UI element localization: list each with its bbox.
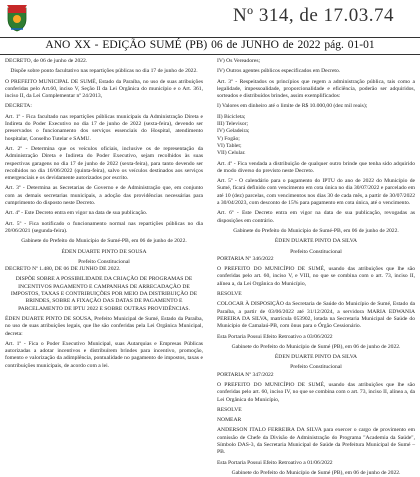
header-rule-top — [0, 37, 420, 38]
municipal-crest-icon — [5, 2, 29, 32]
paragraph: Art. 1º - Fica o Poder Executivo Municipal, suas Autarquias e Empresas Públicas autorizadas a adotar incentivos e distribuírem brindes para incentivo, promoção, fomento e valorização da adimplência, pontualidade no pagamento de impostos, taxas e contribuições municipais, de acordo com a lei. — [5, 340, 203, 369]
left-column — [5, 58, 203, 420]
signature-role: Prefeito Constitucional — [290, 248, 342, 255]
signature-name: ÉDEN DUARTE PINTO DA SILVA — [274, 354, 358, 361]
list-item: IV) Geladeira; — [217, 128, 250, 135]
signature-place-date: Gabinete do Prefeito do Município de Sumé-PB, em 06 de junho de 2022. — [21, 238, 187, 245]
paragraph: Art. 4º - Fica vendada a distribuição de qualquer outro brinde que tenha sido adquirido de modo diverso do previsto neste Decreto. — [217, 160, 415, 174]
paragraph: O PREFEITO DO MUNICÍPIO DE SUMÉ, usando das atribuições que lhe são conferidas pelo art. 60, inciso V, e VIII, no que se combina com o art. 73, inciso II, alínea a, da Lei Orgânica do Município, — [217, 266, 415, 287]
ordinance-title: PORTARIA Nº 346/2022 — [217, 255, 274, 262]
signature-role: Prefeito Constitucional — [290, 364, 342, 371]
effect-note: Esta Portaria Possui Efeito Retroativo a 03/06/2022 — [217, 333, 333, 340]
paragraph: Art. 5º - O calendário para o pagamento do IPTU do ano de 2022 do Município de Sumé, ficará definido com vencimento em cota única no dia 30/07/2022 e parcelado em até 10 (dez) parcelas, com vencimentos nos dias 30 de cada mês, a partir de 30/07/2022 a 30/04/2023, com desconto de 15% para pagamento em cota única, até o vencimento. — [217, 178, 415, 207]
resolve-keyword: RESOLVE — [217, 291, 242, 298]
paragraph: Art. 1º - Fica facultado nas repartições públicas municipais da Administração Direta e Indireta do Poder Executivo no dia 17 de junho de 2022 (sexta-feira), devendo ser preservados o funcionamento dos serviços essenciais do Hospital, atendimento hospitalar, Conselho Tutelar e SAMU. — [5, 113, 203, 142]
paragraph: Art. 4º - Este Decreto entra em vigor na data de sua publicação. — [5, 210, 148, 217]
header-rule-bottom — [0, 54, 420, 55]
decree-title: DECRETO Nº 1.480, DE 06 DE JUNHO DE 2022. — [5, 266, 121, 273]
issue-number: Nº 314, de 17.03.74 — [232, 5, 394, 26]
issue-box — [232, 1, 412, 29]
paragraph: ÉDEN DUARTE PINTO DE SOUSA, Prefeito Municipal de Sumé, Estado da Paraíba, no uso de suas atribuições legais, que lhe são conferidas pela Lei Orgânica Municipal, decreta: — [5, 315, 203, 337]
effect-note: Esta Portaria Possui Efeito Retroativo a 01/06/2022 — [217, 459, 333, 466]
paragraph: Art. 5º - Fica notificado o funcionamento normal nas repartições públicas no dia 20/06/2021 (segunda-feira). — [5, 220, 203, 234]
decree-keyword: DECRETA: — [5, 103, 32, 110]
paragraph: COLOCAR À DISPOSIÇÃO da Secretaria de Saúde do Município de Sumé, Estado da Paraíba, a partir de 03/06/2022 até 31/12/2024, a servidora MARIA EDWANIA PEREIRA DA SILVA, matrícula 053902, lotada na Secretaria Municipal de Saúde do Município de Camalaú-PB, com ônus para o Órgão Cessionário. — [217, 301, 415, 330]
paragraph: Art. 6º - Este Decreto entra em vigor na data de sua publicação, revogadas as disposições em contrário. — [217, 210, 415, 224]
list-item: III) Televisor; — [217, 121, 249, 128]
signature-role: Prefeito Constitucional — [78, 258, 130, 265]
decree-summary: DISPÕE SOBRE A POSSIBILIDADE DA CRIAÇÃO DE PROGRAMAS DE INCENTIVOS PAGAMENTO E CAMPANHAS DE ARRECADAÇÃO DE IMPOSTOS, TAXAS E CONTRIBUIÇÕES POR MEIO DA DISTRIBUIÇÃO DE BRINDES, SOBRE A FIXAÇÃO DAS DATAS DE PAGAMENTO E PARCELAMENTO DE IPTU 2022 E SOBRE OUTRAS PROVIDÊNCIAS. — [10, 276, 198, 312]
edition-line: ANO XX - EDIÇÃO SUMÉ (PB) 06 de JUNHO de 2022 pág. 01-01 — [45, 39, 375, 51]
masthead — [0, 0, 420, 58]
paragraph: IV) Outros agentes públicos especificados em Decreto. — [217, 68, 341, 75]
ordinance-title: PORTARIA Nº 347/2022 — [217, 371, 274, 378]
list-item: II) Bicicleta; — [217, 113, 246, 120]
signature-place-date: Gabinete do Prefeito do Município de Sumé (PB), em 06 de junho de 2022. — [231, 343, 401, 350]
signature-place-date: Gabinete do Prefeito do Município de Sumé-PB, em 06 de junho de 2022. — [233, 227, 399, 234]
paragraph: O PREFEITO DO MUNICÍPIO DE SUMÉ, usando das atribuições que lhe são conferidas pelo art. 60, inciso IV, no que se combina com o art. 73, inciso II, alínea a, da Lei Orgânica do Município, — [217, 381, 415, 403]
paragraph: Art. 3º - Respeitados os princípios que regem a administração pública, tais como a legalidade, impessoalidade, proporcionalidade e eficiência, poderão ser adquiridos, sorteados e distribuídos brindes, assim exemplificados: — [217, 78, 415, 100]
right-column — [217, 58, 415, 476]
resolve-keyword: RESOLVE — [217, 406, 242, 413]
list-item: VI) Tablet; — [217, 142, 242, 149]
decree-summary: Dispõe sobre ponto facultativo nas repartições públicas no dia 17 de junho de 2022. — [10, 68, 198, 75]
list-item: VII) Celular. — [217, 150, 246, 157]
paragraph: O PREFEITO MUNICIPAL DE SUMÉ, Estado da Paraíba, no uso de suas atribuições conferidas pelo Art.60, inciso V, Seção II da Lei Orgânica do município e o Art. 361, inciso II, da Lei Complementar nº 24/2013, — [5, 78, 203, 100]
paragraph: IV) Os Vereadores; — [217, 58, 261, 64]
paragraph: ANDERSON ITALO FERREIRA DA SILVA para exercer o cargo de provimento em comissão de Chefe da Divisão de Administração do Programa "Academia da Saúde", Símbolo DAS-3, da Secretaria Municipal de Saúde da Prefeitura Municipal de Sumé – PB. — [217, 427, 415, 456]
paragraph: Art. 2º - Determina que os veículos oficiais, inclusive os de representação da Administração Direta e Indireta do Poder Executivo, sejam recolhidos às suas respectivas garagens no dia 17 de junho de 2022 (sexta-feira), para tanto devendo ser recolhidos no dia 16/06/2022 (quinta-feira), salvo os veículos destinados aos serviços emergenciais e os devidamente autorizados por escrito. — [5, 145, 203, 182]
decree-title: DECRETO, de 06 de junho de 2022. — [5, 58, 88, 64]
signature-name: ÉDEN DUARTE PINTO DA SILVA — [274, 238, 358, 245]
signature-place-date: Gabinete do Prefeito do Município de Sumé (PB), em 06 de junho de 2022. — [231, 469, 401, 476]
signature-name: ÉDEN DUARTE PINTO DE SOUSA — [61, 248, 147, 255]
list-item: V) Fogão; — [217, 135, 240, 142]
paragraph: Art. 3º - Determina as Secretarias de Governo e de Administração que, em conjunto com as demais secretarias municipais, a adoção das providências necessárias para cumprimento do disposto neste Decreto. — [5, 185, 203, 207]
paragraph: I) Valores em dinheiro até o limite de R$ 10.000,00 (dez mil reais); — [217, 103, 368, 110]
appoint-keyword: NOMEAR — [217, 417, 242, 424]
